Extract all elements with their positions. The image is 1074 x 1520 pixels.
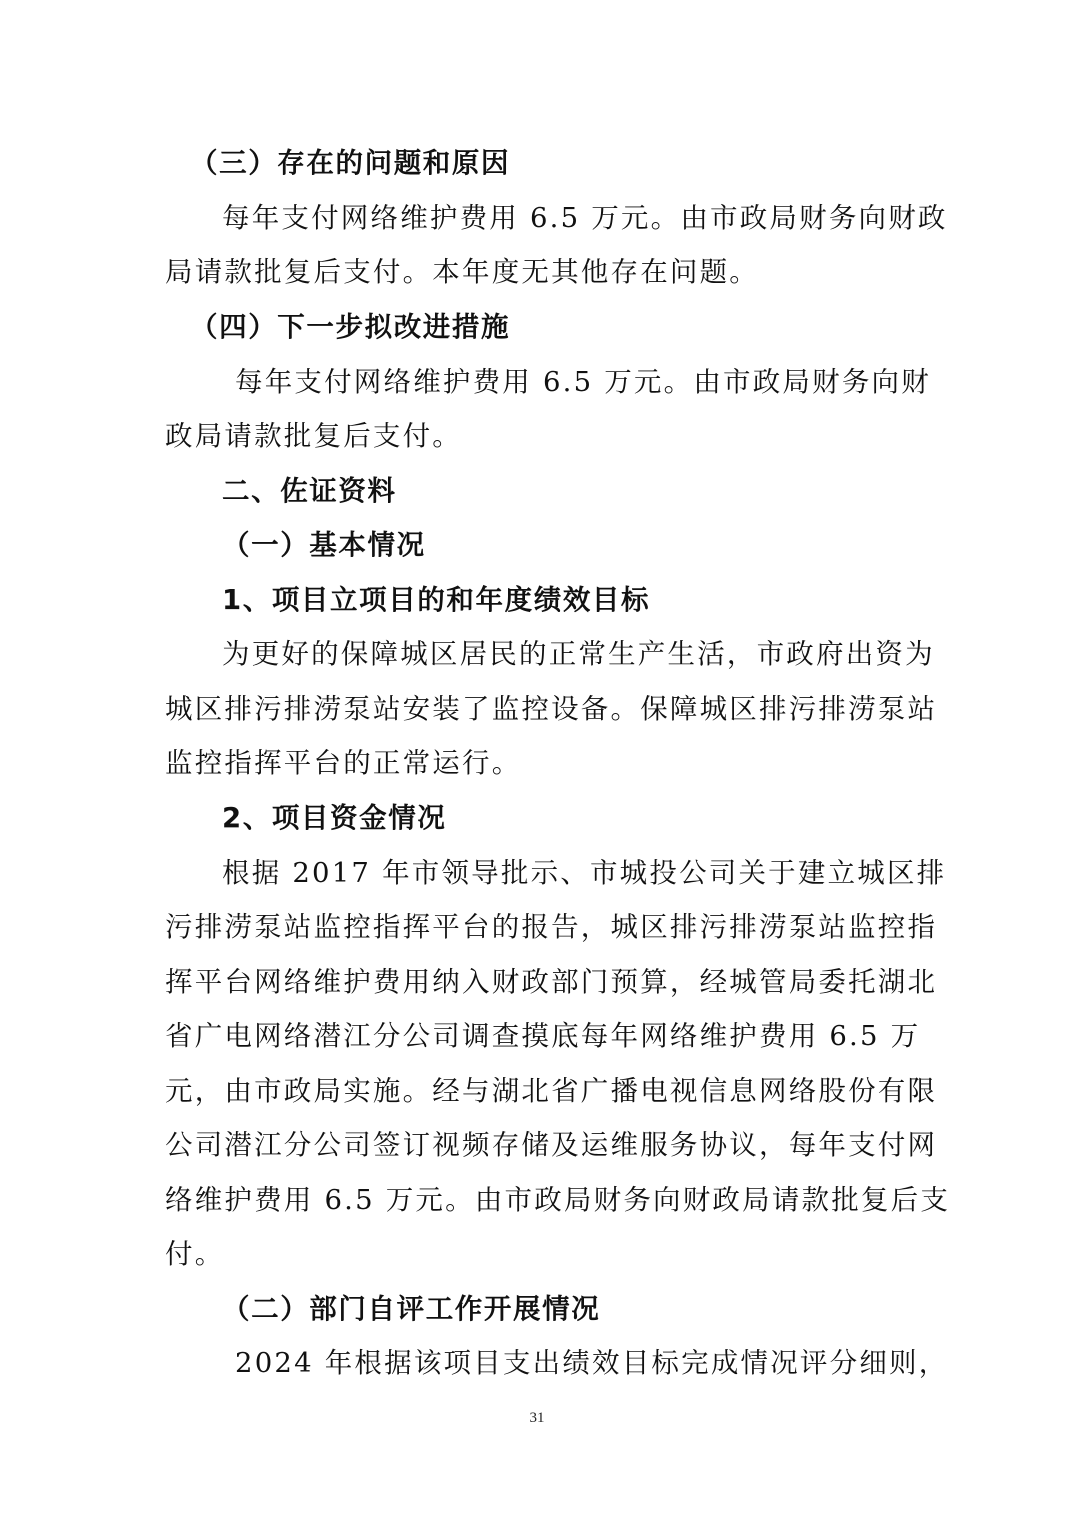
paragraph-line: 每年支付网络维护费用 6.5 万元。由市政局财务向财 bbox=[235, 366, 931, 398]
subsection-heading-self-eval: （二）部门自评工作开展情况 bbox=[222, 1293, 601, 1325]
paragraph-line: 省广电网络潜江分公司调查摸底每年网络维护费用 6.5 万 bbox=[165, 1020, 921, 1052]
paragraph-line: 元，由市政局实施。经与湖北省广播电视信息网络股份有限 bbox=[165, 1075, 938, 1107]
section-heading-problems: （三）存在的问题和原因 bbox=[190, 147, 511, 179]
paragraph-line: 2024 年根据该项目支出绩效目标完成情况评分细则， bbox=[235, 1347, 949, 1379]
section-heading-improvements: （四）下一步拟改进措施 bbox=[190, 311, 511, 343]
section-heading-evidence: 二、佐证资料 bbox=[222, 475, 397, 507]
page-number: 31 bbox=[529, 1410, 545, 1426]
paragraph-line: 为更好的保障城区居民的正常生产生活，市政府出资为 bbox=[222, 638, 935, 670]
subsection-heading-goals: 1、项目立项目的和年度绩效目标 bbox=[222, 584, 651, 616]
paragraph-line: 每年支付网络维护费用 6.5 万元。由市政局财务向财政 bbox=[222, 202, 948, 234]
paragraph-line: 公司潜江分公司签订视频存储及运维服务协议，每年支付网 bbox=[165, 1129, 938, 1161]
subsection-heading-basic: （一）基本情况 bbox=[222, 529, 426, 561]
paragraph-line: 污排涝泵站监控指挥平台的报告，城区排污排涝泵站监控指 bbox=[165, 911, 938, 943]
paragraph-line: 政局请款批复后支付。 bbox=[165, 420, 462, 452]
paragraph-line: 局请款批复后支付。本年度无其他存在问题。 bbox=[165, 256, 759, 288]
subsection-heading-funds: 2、项目资金情况 bbox=[222, 802, 447, 834]
paragraph-line: 络维护费用 6.5 万元。由市政局财务向财政局请款批复后支 bbox=[165, 1184, 951, 1216]
paragraph-line: 挥平台网络维护费用纳入财政部门预算，经城管局委托湖北 bbox=[165, 966, 938, 998]
paragraph-line: 根据 2017 年市领导批示、市城投公司关于建立城区排 bbox=[222, 857, 947, 889]
paragraph-line: 监控指挥平台的正常运行。 bbox=[165, 747, 522, 779]
paragraph-line: 城区排污排涝泵站安装了监控设备。保障城区排污排涝泵站 bbox=[165, 693, 938, 725]
paragraph-line: 付。 bbox=[165, 1238, 225, 1270]
